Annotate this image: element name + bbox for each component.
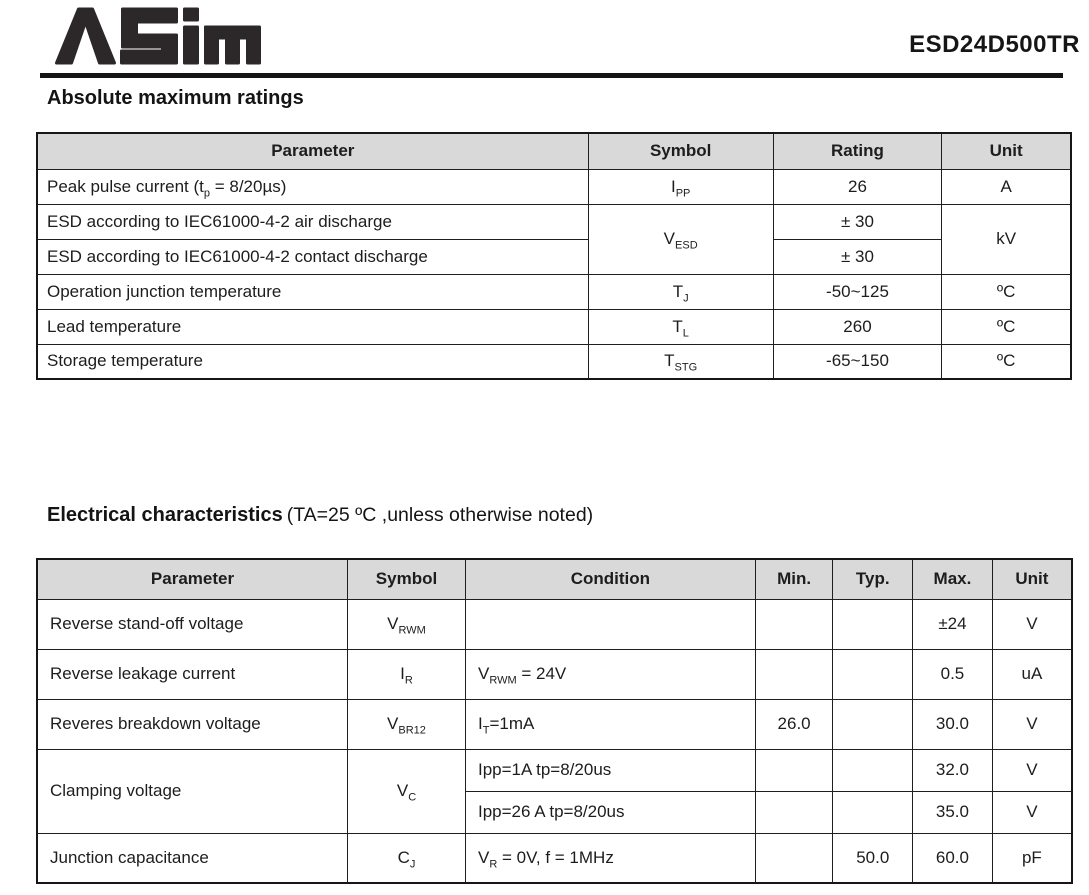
table-cell: Reverse stand-off voltage: [37, 599, 348, 649]
table-cell: 26: [773, 169, 942, 204]
table-cell: 26.0: [755, 699, 833, 749]
table-cell: Reveres breakdown voltage: [37, 699, 348, 749]
table-cell: Peak pulse current $(t_p = 8/20\mu s)$: [37, 169, 588, 204]
table-cell: [833, 599, 913, 649]
elec-title-text: Electrical characteristics: [47, 504, 283, 526]
table-cell: [465, 599, 755, 649]
table-cell: [833, 749, 913, 791]
header-rule: [40, 73, 1063, 78]
column-header: Parameter: [37, 559, 348, 599]
column-header: Typ.: [833, 559, 913, 599]
asim-logo: [55, 7, 261, 65]
table-cell: ºC: [942, 309, 1071, 344]
table-cell: Operation junction temperature: [37, 274, 588, 309]
table-cell: V: [992, 599, 1072, 649]
table-cell: ESD according to IEC61000-4-2 air discharge: [37, 204, 588, 239]
table-cell: -65~150: [773, 344, 942, 379]
table-cell: 60.0: [913, 833, 993, 883]
table-cell: uA: [992, 649, 1072, 699]
elec-characteristics-title: [47, 504, 593, 527]
table-cell: Lead temperature: [37, 309, 588, 344]
table-cell: ºC: [942, 274, 1071, 309]
column-header: Parameter: [37, 133, 588, 169]
table-cell: Reverse leakage current: [37, 649, 348, 699]
column-header: Min.: [755, 559, 833, 599]
table-cell: $T_{STG}$: [588, 344, 773, 379]
table-cell: [833, 699, 913, 749]
column-header: Rating: [773, 133, 942, 169]
table-cell: $T_L$: [588, 309, 773, 344]
table-cell: 30.0: [913, 699, 993, 749]
table-cell: ±24: [913, 599, 993, 649]
table-cell: pF: [992, 833, 1072, 883]
table-row: [37, 344, 1071, 379]
table-cell: 35.0: [913, 791, 993, 833]
table-cell: $I_{PP}$: [588, 169, 773, 204]
table-cell: Ipp=26 A tp=8/20us: [465, 791, 755, 833]
abs-ratings-table: [36, 132, 1072, 380]
table-cell: [755, 833, 833, 883]
table-cell: Clamping voltage: [37, 749, 348, 833]
table-cell: $V_{RWM}$: [348, 599, 466, 649]
column-header: Unit: [992, 559, 1072, 599]
table-cell: [755, 791, 833, 833]
table-cell: [755, 599, 833, 649]
table-cell: $V_{BR12}$: [348, 699, 466, 749]
column-header: Max.: [913, 559, 993, 599]
table-cell: A: [942, 169, 1071, 204]
table-row: [37, 274, 1071, 309]
table-cell: 32.0: [913, 749, 993, 791]
table-row: [37, 833, 1072, 883]
table-row: [37, 204, 1071, 239]
table-cell: 0.5: [913, 649, 993, 699]
part-number: ESD24D500TR: [909, 31, 1080, 58]
table-cell: $V_{RWM} = 24V$: [465, 649, 755, 699]
table-cell: ESD according to IEC61000-4-2 contact discharge: [37, 239, 588, 274]
column-header: Unit: [942, 133, 1071, 169]
table-cell: 50.0: [833, 833, 913, 883]
table-cell: 260: [773, 309, 942, 344]
elec-characteristics-table: [36, 558, 1073, 884]
column-header: Condition: [465, 559, 755, 599]
table-cell: V: [992, 699, 1072, 749]
table-cell: $V_R = 0V$, f = 1MHz: [465, 833, 755, 883]
table-cell: $C_J$: [348, 833, 466, 883]
table-cell: $V_{ESD}$: [588, 204, 773, 274]
table-row: [37, 749, 1072, 791]
elec-title-note: (TA=25 ºC ,unless otherwise noted): [286, 504, 594, 526]
table-row: [37, 169, 1071, 204]
table-cell: -50~125: [773, 274, 942, 309]
table-cell: $I_R$: [348, 649, 466, 699]
table-cell: $T_J$: [588, 274, 773, 309]
table-cell: ± 30: [773, 204, 942, 239]
table-cell: kV: [942, 204, 1071, 274]
header-row: [37, 133, 1071, 169]
table-row: [37, 599, 1072, 649]
table-row: [37, 309, 1071, 344]
table-cell: $V_C$: [348, 749, 466, 833]
table-row: [37, 699, 1072, 749]
table-row: [37, 239, 1071, 274]
table-cell: Ipp=1A tp=8/20us: [465, 749, 755, 791]
table-cell: Storage temperature: [37, 344, 588, 379]
table-cell: $I_T=1mA$: [465, 699, 755, 749]
table-cell: Junction capacitance: [37, 833, 348, 883]
table-cell: ºC: [942, 344, 1071, 379]
table-cell: ± 30: [773, 239, 942, 274]
table-cell: [833, 791, 913, 833]
table-cell: [755, 649, 833, 699]
column-header: Symbol: [588, 133, 773, 169]
table-cell: [833, 649, 913, 699]
table-cell: V: [992, 749, 1072, 791]
abs-ratings-title: Absolute maximum ratings: [47, 87, 304, 109]
column-header: Symbol: [348, 559, 466, 599]
header-row: [37, 559, 1072, 599]
table-row: [37, 649, 1072, 699]
table-cell: [755, 749, 833, 791]
table-cell: V: [992, 791, 1072, 833]
